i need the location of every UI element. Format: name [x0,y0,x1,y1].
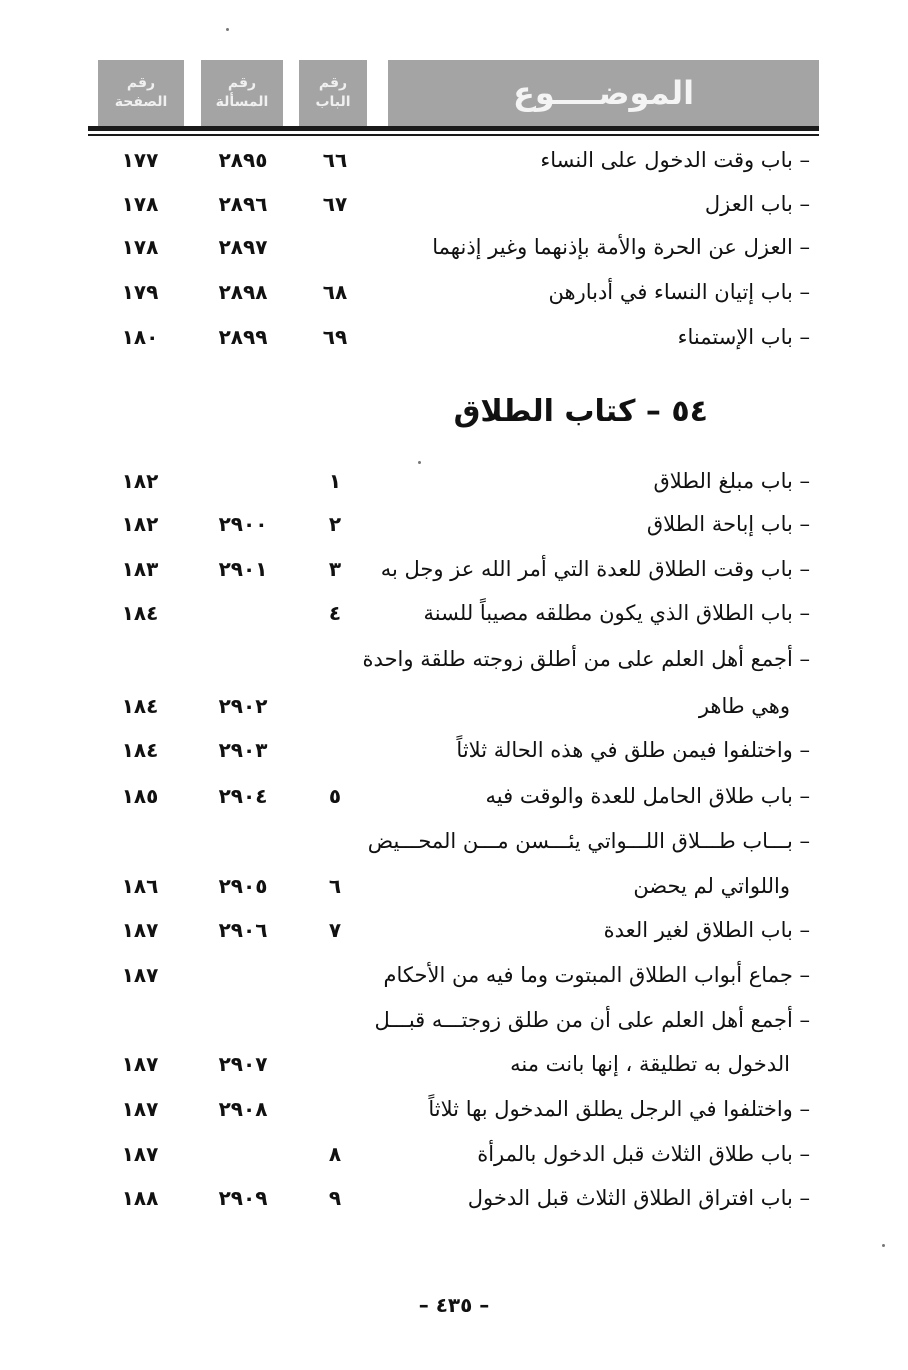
entry-bab: ١ [328,469,342,493]
entry-page: ١٧٩ [121,280,159,304]
index-row [0,459,908,503]
entry-page: ١٨٤ [121,601,159,625]
index-row [0,315,908,359]
entry-topic: الدخول به تطليقة ، إنها بانت منه [510,1052,790,1076]
entry-page: ١٨٧ [121,918,159,942]
entry-masala [188,591,298,635]
entry-masala [188,998,298,1042]
entry-page: ١٨٤ [121,738,159,762]
entry-bab [300,684,370,728]
scan-speck [882,1244,885,1247]
index-row [0,1132,908,1176]
index-row [0,270,908,314]
entry-topic: – واختلفوا فيمن طلق في هذه الحالة ثلاثاً [456,738,810,762]
entry-bab: ٦ [328,874,342,898]
entry-topic: – باب وقت الطلاق للعدة التي أمر الله عز وجل به [380,557,810,581]
entry-bab: ٦٦ [322,148,348,172]
header-page-column [98,60,184,126]
entry-bab: ٦٨ [322,280,348,304]
entry-masala: ٢٩٠٣ [218,738,268,762]
entry-bab [300,637,370,681]
book-title: ٥٤ – كتاب الطلاق [453,394,708,429]
header-masala-column [201,60,283,126]
entry-page: ١٨٢ [121,469,159,493]
header-page-line1: رقم [126,75,156,91]
header-rule-thick [88,126,819,131]
index-row [0,637,908,681]
entry-topic: – جماع أبواب الطلاق المبتوت وما فيه من الأحكام [383,963,810,987]
entry-bab [300,1087,370,1131]
index-row [0,908,908,952]
entry-page: ١٧٧ [121,148,159,172]
entry-bab: ٩ [328,1186,342,1210]
header-topic-column [388,60,819,126]
entry-topic: – باب إباحة الطلاق [646,512,810,536]
entry-page: ١٨٧ [121,963,159,987]
entry-topic: – باب الطلاق لغير العدة [603,918,810,942]
entry-topic: – باب وقت الدخول على النساء [540,148,810,172]
index-row [0,225,908,269]
entry-masala [188,953,298,997]
entry-masala: ٢٩٠٨ [218,1097,268,1121]
entry-masala: ٢٩٠٥ [218,874,268,898]
header-page-line2: الصفحة [114,94,168,110]
header-topic-label: الموضــــوع [512,74,695,112]
entry-bab: ٢ [328,512,342,536]
entry-bab [300,998,370,1042]
entry-page [92,998,188,1042]
entry-page: ١٨٢ [121,512,159,536]
header-bab-line2: الباب [315,94,351,110]
index-row [0,819,908,863]
entry-topic: – باب مبلغ الطلاق [653,469,810,493]
entry-masala [188,1132,298,1176]
entry-masala: ٢٨٩٦ [218,192,268,216]
entry-masala [188,819,298,863]
entry-topic: – أجمع أهل العلم على أن من طلق زوجتـــه قبـــل [374,1008,810,1032]
entry-page: ١٨٧ [121,1142,159,1166]
entry-bab [300,728,370,772]
entry-topic: – باب افتراق الطلاق الثلاث قبل الدخول [467,1186,810,1210]
index-row [0,182,908,226]
entry-topic: – باب طلاق الحامل للعدة والوقت فيه [485,784,810,808]
entry-topic: – باب الطلاق الذي يكون مطلقه مصيباً للسنة [423,601,810,625]
entry-masala: ٢٩٠١ [218,557,268,581]
entry-topic: – باب العزل [704,192,810,216]
index-row [0,684,908,728]
index-row [0,1087,908,1131]
entry-page [92,637,188,681]
entry-page: ١٨٤ [121,694,159,718]
entry-masala: ٢٩٠٠ [218,512,268,536]
entry-masala: ٢٩٠٧ [218,1052,268,1076]
entry-topic: – باب الإستمناء [677,325,810,349]
entry-topic: وهي طاهر [698,694,790,718]
entry-bab [300,1042,370,1086]
index-row [0,547,908,591]
entry-bab: ٦٩ [322,325,348,349]
entry-page: ١٨٠ [121,325,159,349]
entry-bab: ٦٧ [322,192,348,216]
entry-page: ١٨٨ [121,1186,159,1210]
entry-page: ١٨٧ [121,1097,159,1121]
entry-topic: – باب طلاق الثلاث قبل الدخول بالمرأة [477,1142,810,1166]
entry-masala [188,637,298,681]
entry-masala: ٢٨٩٨ [218,280,268,304]
header-masala-line1: رقم [227,75,257,91]
index-row [0,502,908,546]
entry-masala: ٢٩٠٩ [218,1186,268,1210]
entry-topic: – واختلفوا في الرجل يطلق المدخول بها ثلاثاً [428,1097,810,1121]
entry-topic: – بـــاب طـــلاق اللـــواتي يئـــسن مـــن المحـــيض [367,829,810,853]
header-bab-column [299,60,367,126]
entry-masala: ٢٩٠٦ [218,918,268,942]
header-masala-line2: المسألة [215,94,269,110]
index-row [0,1176,908,1220]
entry-masala: ٢٨٩٧ [218,235,268,259]
entry-bab: ٥ [328,784,342,808]
scan-speck [226,28,229,31]
entry-topic: واللواتي لم يحضن [633,874,790,898]
header-rule-thin [88,134,819,136]
entry-page: ١٨٧ [121,1052,159,1076]
index-row [0,591,908,635]
index-row [0,998,908,1042]
entry-topic: – باب إتيان النساء في أدبارهن [548,280,810,304]
scan-speck [418,461,421,464]
entry-masala: ٢٨٩٩ [218,325,268,349]
entry-bab: ٨ [328,1142,342,1166]
entry-topic: – العزل عن الحرة والأمة بإذنهما وغير إذنهما [432,235,810,259]
index-row [0,728,908,772]
entry-page: ١٨٣ [121,557,159,581]
entry-masala: ٢٨٩٥ [218,148,268,172]
entry-page: ١٨٥ [121,784,159,808]
header-bab-line1: رقم [318,75,348,91]
index-row [0,864,908,908]
entry-topic: – أجمع أهل العلم على من أطلق زوجته طلقة واحدة [362,647,810,671]
entry-masala [188,459,298,503]
index-row [0,774,908,818]
entry-bab: ٧ [328,918,342,942]
index-row [0,1042,908,1086]
entry-bab: ٣ [328,557,342,581]
entry-bab [300,819,370,863]
entry-page [92,819,188,863]
entry-page: ١٧٨ [121,192,159,216]
entry-page: ١٧٨ [121,235,159,259]
entry-bab [300,225,370,269]
page-number: – ٤٣٥ – [418,1293,490,1317]
index-row [0,953,908,997]
entry-masala: ٢٩٠٢ [218,694,268,718]
entry-masala: ٢٩٠٤ [218,784,268,808]
index-row [0,138,908,182]
entry-page: ١٨٦ [121,874,159,898]
entry-bab: ٤ [328,601,342,625]
entry-bab [300,953,370,997]
